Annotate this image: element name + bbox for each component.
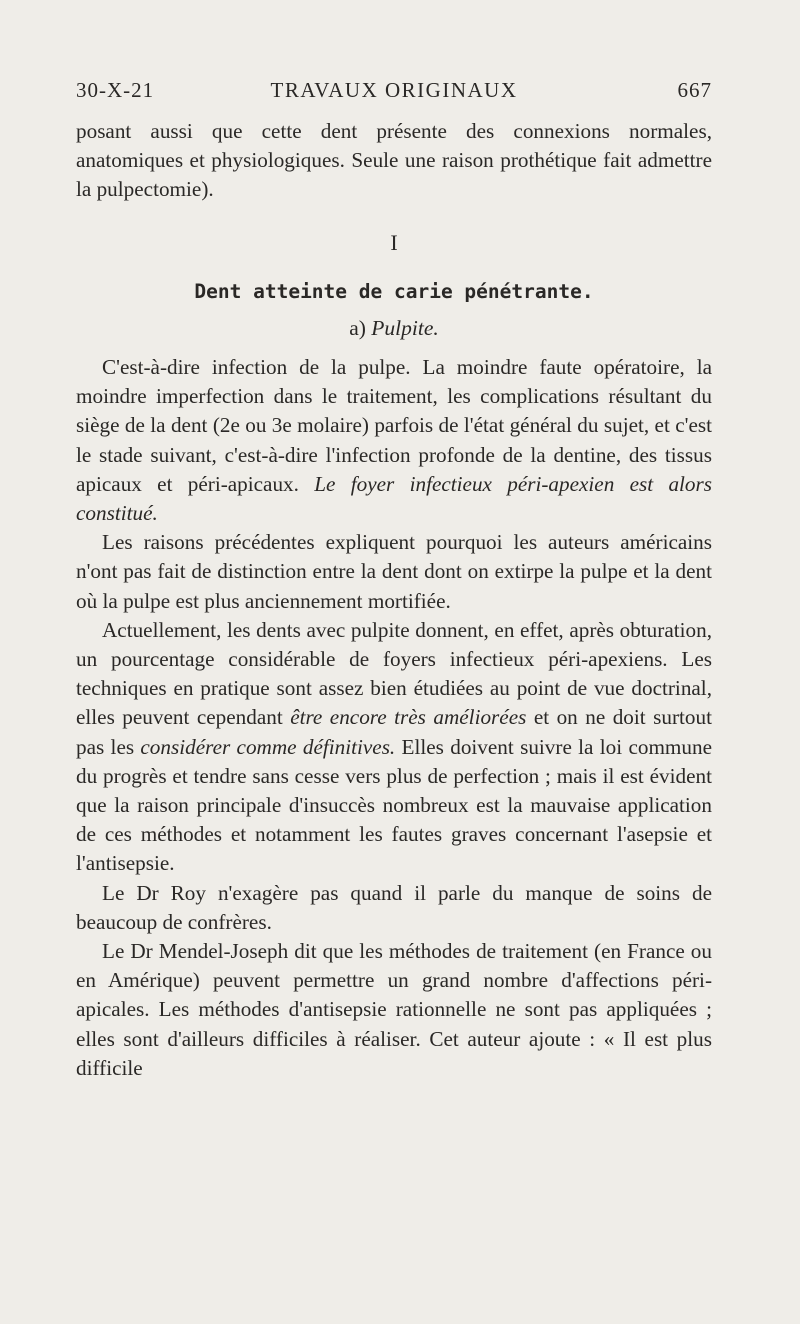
italic-emphasis: Le foyer infectieux péri-apexien est alors constitué. [76,471,713,526]
intro-text: posant aussi que cette dent présente des connexions normales, anatomiques et physiologiques. Seule une raison prothétique fait admettre la pulpectomie). [76,119,712,202]
paragraph-mendel-joseph: Le Dr Mendel-Joseph dit que les méthodes de traitement (en France ou en Amérique) peuvent permettre un grand nombre d'affections péri-apicales. Les méthodes d'antisepsie rationnelle ne sont pas appliquées ; elles sont d'ailleurs difficiles à réaliser. Cet auteur ajoute : « Il est plus difficile [76,939,712,1080]
paragraph-pulpite [76,353,712,528]
paragraph-actuellement [76,616,712,879]
paragraph-roy: Le Dr Roy n'exagère pas quand il parle du manque de soins de beaucoup de confrères. [76,880,712,934]
subsection-title: Pulpite. [371,316,439,340]
paragraph-text: et on ne doit surtout pas les [76,705,712,759]
paragraph-text: Elles doivent suivre la loi commune du progrès et tendre sans cesse vers plus de perfection ; mais il est évident que la raison principale d'insuccès nombreux est la mauvaise application de ces méthodes et notamment les fautes graves concernant l'asepsie et l'antisepsie. [76,734,712,876]
subsection-label: a) [349,316,366,340]
paragraph-auteurs: Les raisons précédentes expliquent pourquoi les auteurs américains n'ont pas fait de distinction entre la dent dont on extirpe la pulpe et la dent où la pulpe est plus anciennement mortifiée. [76,530,712,613]
page-number: 667 [677,78,712,102]
running-head [76,78,712,108]
subsection-heading [76,316,712,341]
header-date: 30-X-21 [76,78,155,102]
paragraph-text: Actuellement, les dents avec pulpite donnent, en effet, après obturation, un pourcentage considérable de foyers infectieux péri-apexiens. Les techniques en pratique sont assez bien étudiées au point de vue doctrinal, elles peuvent cependant [76,617,712,730]
main-text [76,353,712,1083]
italic-emphasis: considérer comme définitives. [140,734,396,759]
section-number: I [390,230,398,255]
paragraph-text: C'est-à-dire infection de la pulpe. La moindre faute opératoire, la moindre imperfection dans le traitement, les complications résultant du siège de la dent (2e ou 3e molaire) parfois de l'état général du sujet, et c'est le stade suivant, c'est-à-dire l'infection profonde de la dentine, des tissus apicaux et péri-apicaux. [76,355,712,496]
header-section-title: TRAVAUX ORIGINAUX [270,78,518,102]
section-title: Dent atteinte de carie pénétrante. [194,280,594,303]
intro-paragraph [76,117,712,205]
italic-emphasis: être encore très améliorées [290,705,527,730]
